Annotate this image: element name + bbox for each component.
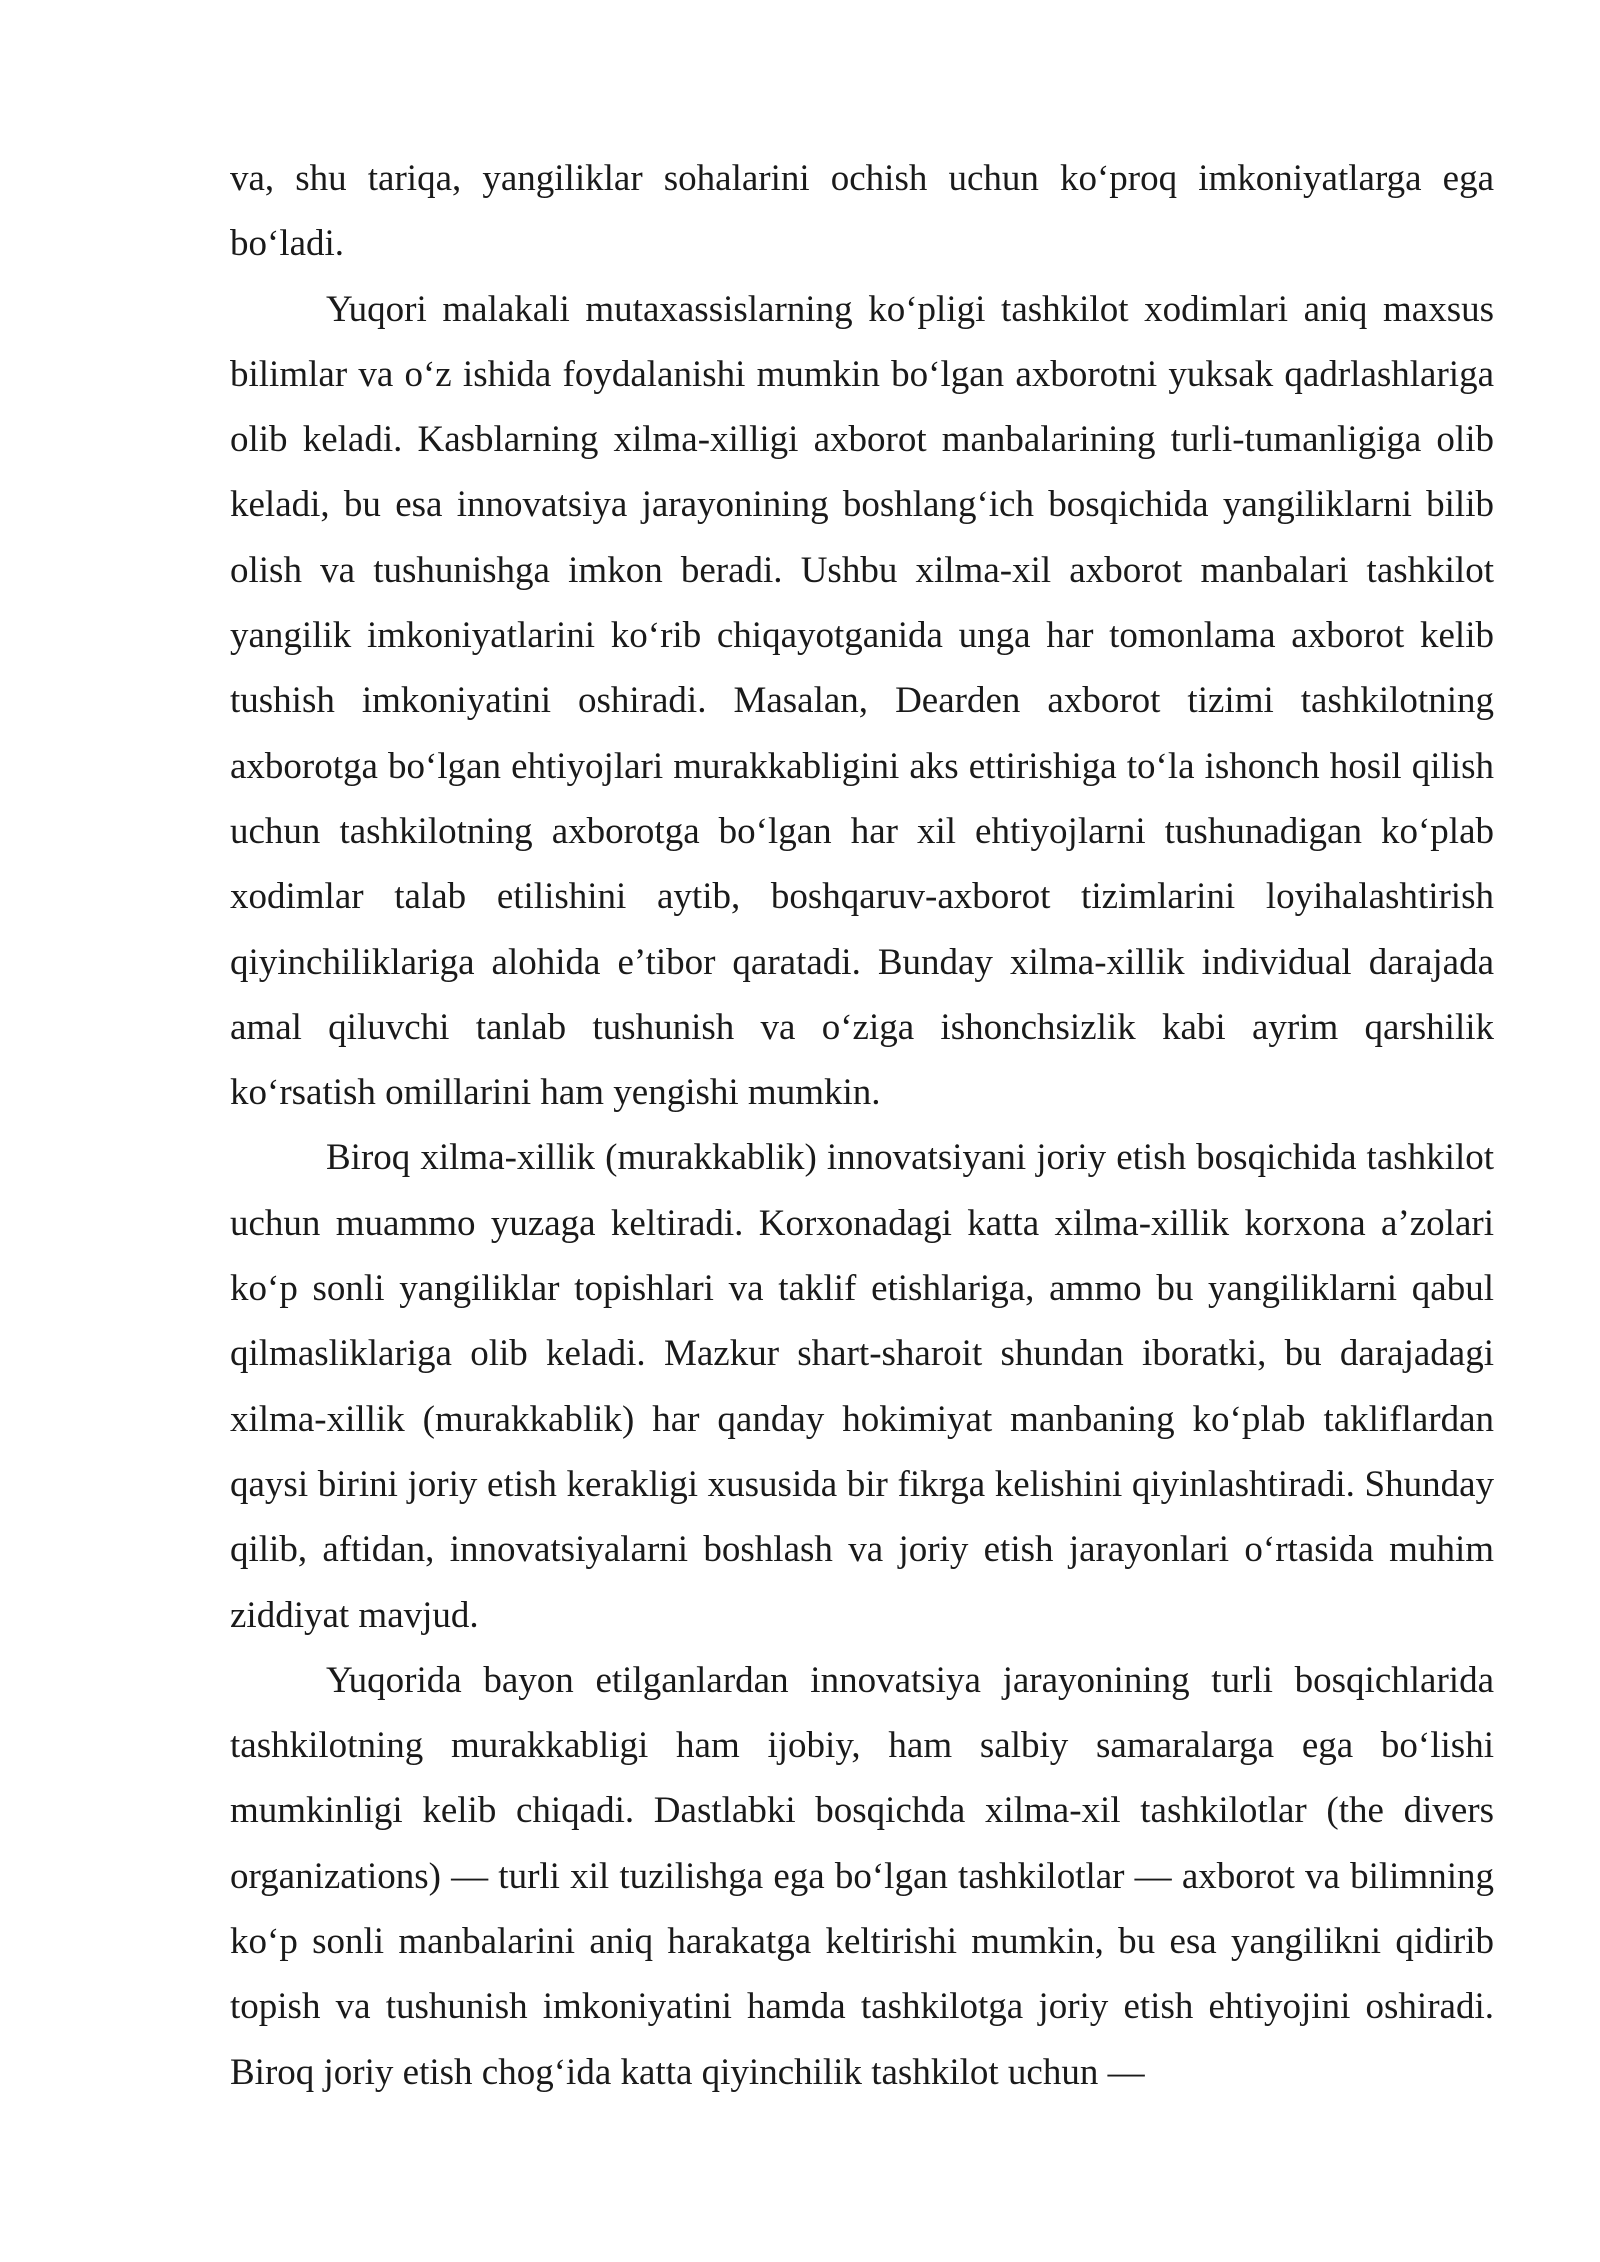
paragraph: Biroq xilma-xillik (murakkablik) innovatsiyani joriy etish bosqichida tashkilot uchun muammo yuzaga keltiradi. Korxonadagi katta xilma-xillik korxona a’zolari ko‘p sonli yangiliklar topishlari va taklif etishlariga, ammo bu yangiliklarni qabul qilmasliklariga olib keladi. Mazkur shart-sharoit shundan iboratki, bu darajadagi xilma-xillik (murakkablik) har qanday hokimiyat manbaning ko‘plab takliflardan qaysi birini joriy etish kerakligi xususida bir fikrga kelishini qiyinlashtiradi. Shunday qilib, aftidan, innovatsiyalarni boshlash va joriy etish jarayonlari o‘rtasida muhim ziddiyat mavjud.: [230, 1137, 1494, 1636]
paragraph: Yuqori malakali mutaxassislarning ko‘pligi tashkilot xodimlari aniq maxsus bilimlar va o‘z ishida foydalanishi mumkin bo‘lgan axborotni yuksak qadrlashlariga olib keladi. Kasblarning xilma-xilligi axborot manbalarining turli-tumanligiga olib keladi, bu esa innovatsiya jarayonining boshlang‘ich bosqichida yangiliklarni bilib olish va tushunishga imkon beradi. Ushbu xilma-xil axborot manbalari tashkilot yangilik imkoniyatlarini ko‘rib chiqayotganida unga har tomonlama axborot kelib tushish imkoniyatini oshiradi. Masalan, Dearden axborot tizimi tashkilotning axborotga bo‘lgan ehtiyojlari murakkabligini aks ettirishiga to‘la ishonch hosil qilish uchun tashkilotning axborotga bo‘lgan har xil ehtiyojlarni tushunadigan ko‘plab xodimlar talab etilishini aytib, boshqaruv-axborot tizimlarini loyihalashtirish qiyinchiliklariga alohida e’tibor qaratadi. Bunday xilma-xillik individual darajada amal qiluvchi tanlab tushunish va o‘ziga ishonchsizlik kabi ayrim qarshilik ko‘rsatish omillarini ham yengishi mumkin.: [230, 288, 1494, 1114]
paragraph: Yuqorida bayon etilganlardan innovatsiya jarayonining turli bosqichlarida tashkilotning murakkabligi ham ijobiy, ham salbiy samaralarga ega bo‘lishi mumkinligi kelib chiqadi. Dastlabki bosqichda xilma-xil tashkilotlar (the divers organizations) — turli xil tuzilishga ega bo‘lgan tashkilotlar — axborot va bilimning ko‘p sonli manbalarini aniq harakatga keltirishi mumkin, bu esa yangilikni qidirib topish va tushunish imkoniyatini hamda tashkilotga joriy etish ehtiyojini oshiradi. Biroq joriy etish chog‘ida katta qiyinchilik tashkilot uchun —: [230, 1659, 1494, 2093]
document-body: [230, 146, 1494, 2105]
paragraph-continuation: va, shu tariqa, yangiliklar sohalarini ochish uchun ko‘proq imkoniyatlarga ega bo‘ladi.: [230, 158, 1494, 265]
